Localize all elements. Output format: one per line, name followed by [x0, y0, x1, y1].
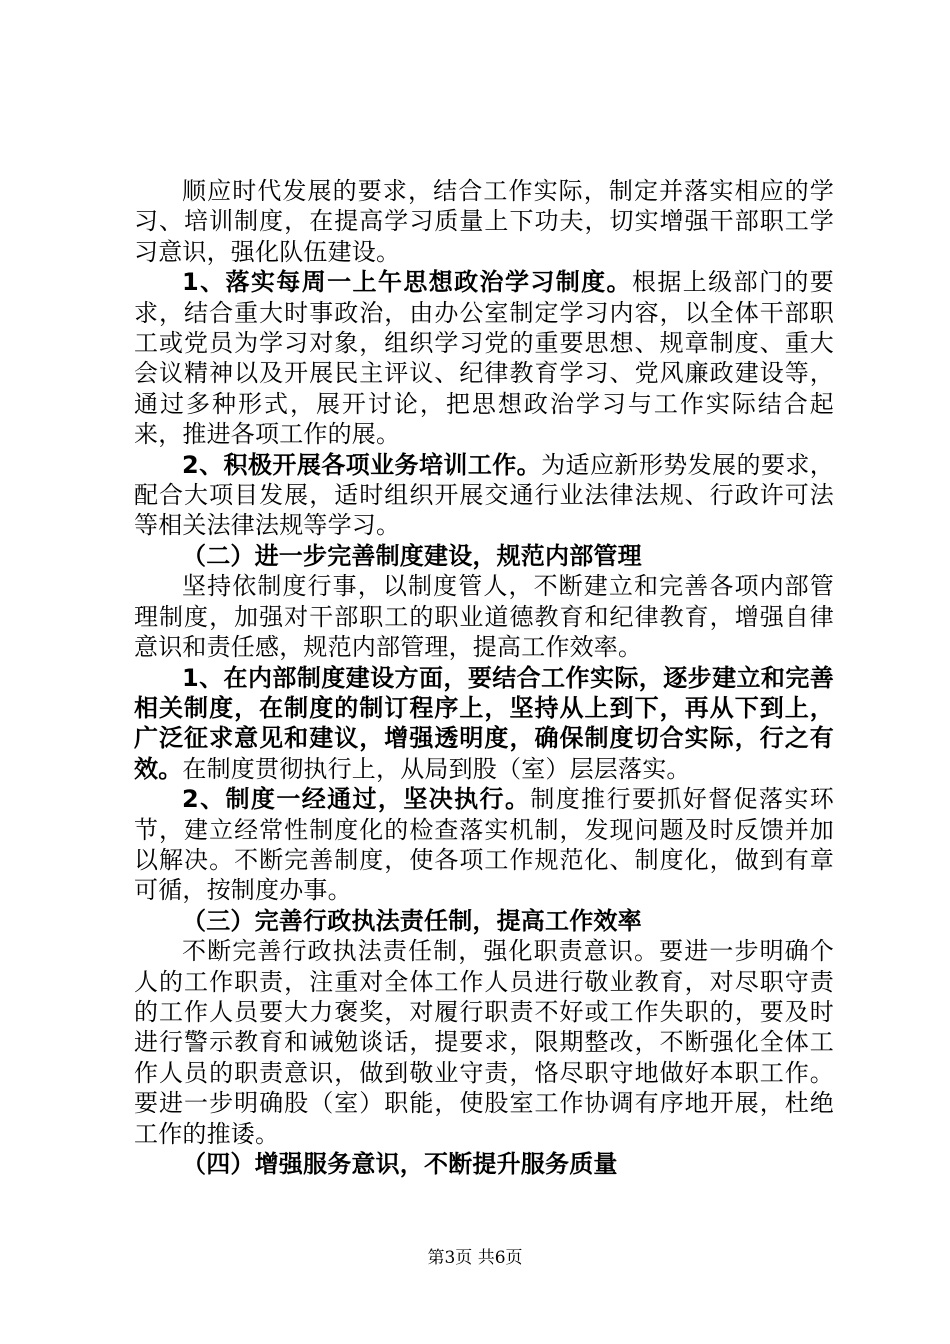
paragraph-text: 在制度贯彻执行上，从局到股（室）层层落实。 — [182, 754, 691, 783]
paragraph-text: 顺应时代发展的要求，结合工作实际，制定并落实相应的学习、培训制度，在提高学习质量上下功夫，切实增强干部职工学习意识，强化队伍建设。 — [134, 177, 834, 266]
paragraph-text: 为适应新形势发展的要求，配合大项目发展，适时组织开展交通行业法律法规、行政许可法等相关法律法规等学习。 — [134, 450, 835, 540]
paragraph-lead-bold: 2、制度一经通过，坚决执行。 — [182, 785, 531, 814]
paragraph-lead-bold: 1、在内部制度建设方面，要结合工作实际，逐步建立和完善相关制度，在制度的制订程序上，坚持从上到下，再从下到上，广泛征求意见和建议，增强透明度，确保制度切合实际，行之有效。 — [134, 663, 834, 783]
page-footer: 第3页 共6页 — [427, 1248, 523, 1268]
document-body — [134, 176, 834, 1179]
section-heading-2: （二）进一步完善制度建设，规范内部管理 — [182, 541, 642, 570]
paragraph-text: 不断完善行政执法责任制，强化职责意识。要进一步明确个人的工作职责，注重对全体工作人员进行敬业教育，对尽职守责的工作人员要大力褒奖，对履行职责不好或工作失职的，要及时进行警示教育和诫勉谈话，提要求，限期整改，不断强化全体工作人员的职责意识，做到敬业守责，恪尽职守地做好本职工作。要进一步明确股（室）职能，使股室工作协调有序地开展，杜绝工作的推诿。 — [134, 937, 834, 1148]
paragraph-text: 制度推行要抓好督促落实环节，建立经常性制度化的检查落实机制，发现问题及时反馈并加以解决。不断完善制度，使各项工作规范化、制度化，做到有章可循，按制度办事。 — [134, 785, 834, 905]
section-heading-3: （三）完善行政执法责任制，提高工作效率 — [182, 906, 642, 935]
paragraph-lead-bold: 1、落实每周一上午思想政治学习制度。 — [182, 268, 632, 297]
paragraph-intro — [134, 176, 834, 267]
paragraph-system-rules — [134, 571, 834, 662]
paragraph-text: 根据上级部门的要求，结合重大时事政治，由办公室制定学习内容，以全体干部职工或党员为学习对象，组织学习党的重要思想、规章制度、重大会议精神以及开展民主评议、纪律教育学习、党风廉政建设等，通过多种形式，展开讨论，把思想政治学习与工作实际结合起来，推进各项工作的展。 — [134, 268, 834, 449]
paragraph-lead-bold: 2、积极开展各项业务培训工作。 — [182, 450, 542, 479]
paragraph-responsibility — [134, 936, 834, 1149]
section-heading-4: （四）增强服务意识，不断提升服务质量 — [182, 1150, 618, 1178]
paragraph-study-system — [134, 267, 834, 449]
paragraph-text: 坚持依制度行事，以制度管人，不断建立和完善各项内部管理制度，加强对干部职工的职业道德教育和纪律教育，增强自律意识和责任感，规范内部管理，提高工作效率。 — [134, 572, 834, 662]
paragraph-internal-system — [134, 663, 834, 785]
paragraph-execution — [134, 784, 834, 906]
paragraph-training — [134, 450, 834, 541]
